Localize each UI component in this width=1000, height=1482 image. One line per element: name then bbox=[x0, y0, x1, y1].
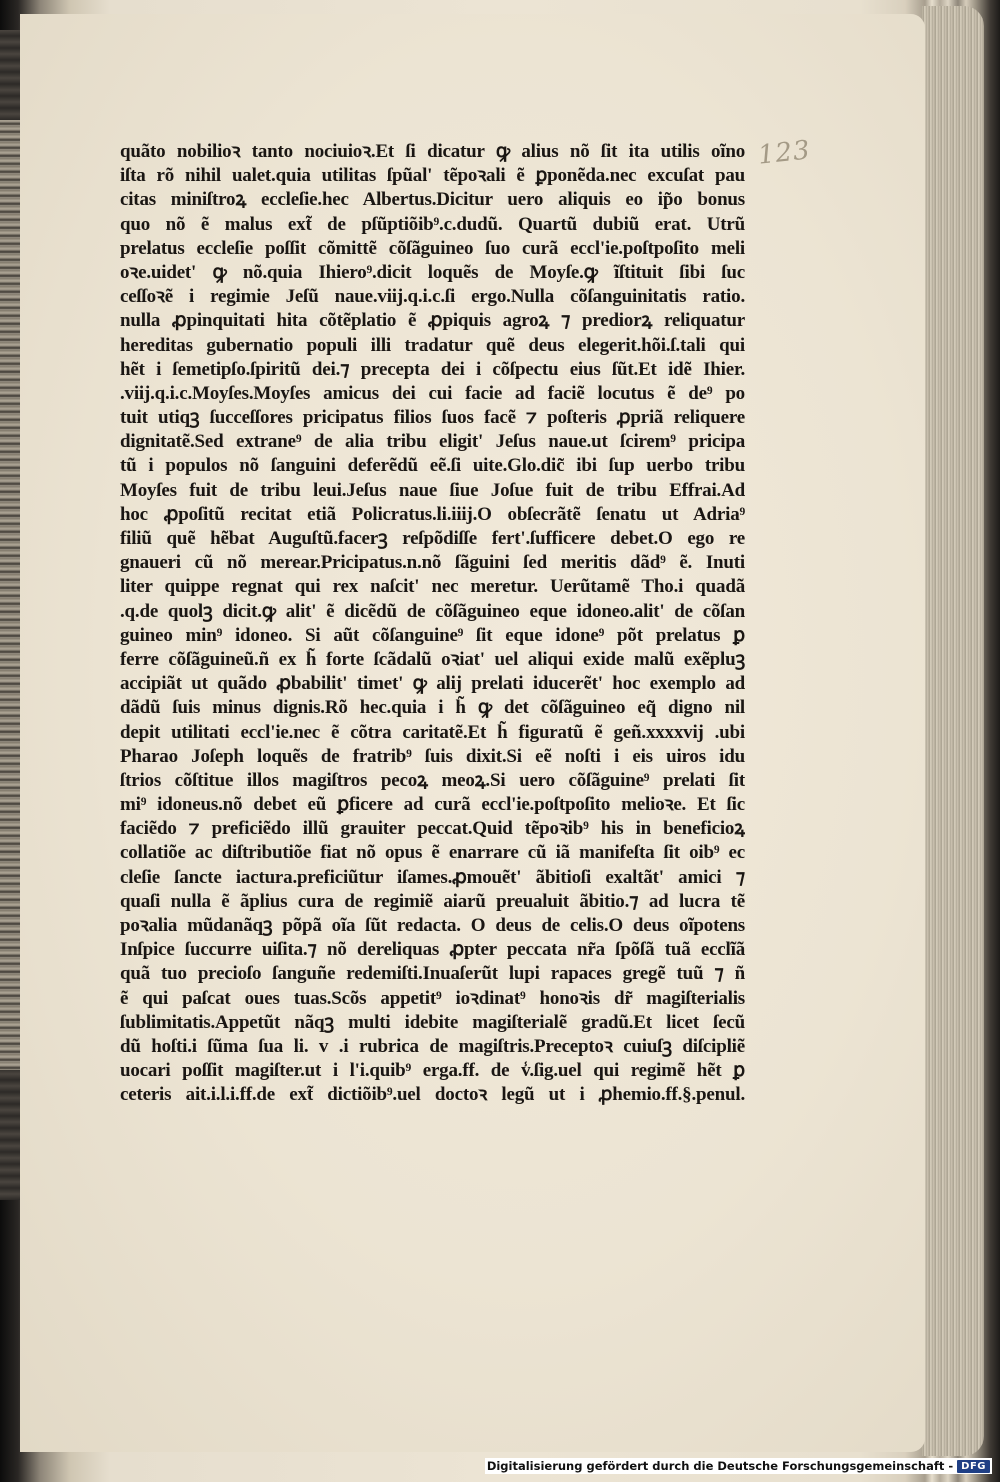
text-line: quã tuo precioſo ſanguñe redemiſti.Inuaſerũt lupi rapaces gregẽ tuũ ⁊ ñ bbox=[120, 963, 745, 985]
text-line: faciẽdo ⁊ preficiẽdo illũ grauiter peccat.Quid tẽpoꝛib⁹ his in beneficioꝝ bbox=[120, 818, 745, 840]
text-line: dũ hoſti.i ſũma ſua li. v .i rubrica de magiſtris.Preceptoꝛ cuiuſꝫ diſcipliẽ bbox=[120, 1035, 745, 1057]
page-edges-stack bbox=[922, 6, 984, 1456]
text-line: dãdũ ſuis minus dignis.Rõ hec.quia i h̃ ꝙ det cõſãguineo eq̃ digno nil bbox=[120, 697, 745, 719]
digitization-credit bbox=[485, 1458, 992, 1474]
text-line: dignitatẽ.Sed extrane⁹ de alia tribu eligit' Jeſus naue.ut ſcirem⁹ pricipa bbox=[120, 431, 745, 453]
text-line: Inſpice ſuccurre uiſita.⁊ nõ dereliquas ꝓpter peccata nr̃a ſpõſã tuã ecclĩã bbox=[120, 939, 745, 961]
text-line: nulla ꝓpinquitati hita cõtẽplatio ẽ ꝓpiquis agroꝝ ⁊ prediorꝝ reliquatur bbox=[120, 310, 745, 332]
text-line: ſtrios cõſtitue illos magiſtros pecoꝝ meoꝝ.Si uero cõſãguine⁹ prelati ſit bbox=[120, 769, 745, 791]
text-line: oꝛe.uidet' ꝙ nõ.quia Ihiero⁹.dicit loquẽs de Moyſe.ꝙ ĩſtituit ſibi ſuc bbox=[120, 261, 745, 283]
text-line: quaſi nulla ẽ ãplius cura de regimiẽ aiarũ preualuit ãbitio.⁊ ad lucra tẽ bbox=[120, 890, 745, 912]
text-line: hereditas gubernatio populi illi tradatur quẽ deus elegerit.hõi.ſ.tali qui bbox=[120, 334, 745, 356]
text-line: Pharao Joſeph loquẽs de fratrib⁹ ſuis dixit.Si eẽ noſti i eis uiros idu bbox=[120, 745, 745, 767]
text-line: liter quippe regnat qui rex naſcit' nec meretur. Uerũtamẽ Tho.i quadã bbox=[120, 576, 745, 598]
text-line: tũ i populos nõ ſanguini deferẽdũ eẽ.ſi uite.Glo.dic̃ ibi ſup uerbo tribu bbox=[120, 455, 745, 477]
text-line: ferre cõſãguineũ.ñ ex h̃ forte ſcãdalũ oꝛiat' uel aliqui exide malũ exẽpluꝫ bbox=[120, 648, 745, 670]
text-line: ẽ qui paſcat oues tuas.Scõs appetit⁹ ioꝛdinat⁹ honoꝛis dr̃ magiſterialis bbox=[120, 987, 745, 1009]
text-line: collatiõe ac diſtributiõe fiat nõ opus ẽ enarrare cũ iã manifeſta ſit oib⁹ ec bbox=[120, 842, 745, 864]
credit-text: Digitalisierung gefördert durch die Deutsche Forschungsgemeinschaft - bbox=[486, 1459, 954, 1473]
text-line: hẽt i ſemetipſo.ſpiritũ dei.⁊ precepta dei i cõſpectu eius ſũt.Et idẽ Ihier. bbox=[120, 358, 745, 380]
text-line: prelatus eccleſie poſſit cõmittẽ cõſãguineo ſuo curã eccl'ie.poſtpoſito meli bbox=[120, 237, 745, 259]
text-line: hoc ꝓpoſitũ recitat etiã Policratus.li.iiij.O obſecrãtẽ ſenatu ut Adria⁹ bbox=[120, 503, 745, 525]
text-line: guineo min⁹ idoneo. Si aũt cõſanguine⁹ ſit eque idone⁹ põt prelatus ꝑ bbox=[120, 624, 745, 646]
text-line: depit utilitati eccl'ie.nec ẽ cõtra caritatẽ.Et h̃ figuratũ ẽ geñ.xxxxvij .ubi bbox=[120, 721, 745, 743]
dfg-logo: DFG bbox=[957, 1460, 990, 1473]
text-line: citas miniſtroꝝ eccleſie.hec Albertus.Dicitur uero aliquis eo ip̃o bonus bbox=[120, 189, 745, 211]
text-line: ceteris ait.i.l.i.ff.de ext̃ dictiõib⁹.uel doctoꝛ legũ ut i ꝓhemio.ff.§.penul. bbox=[120, 1084, 745, 1106]
text-line: quãto nobilioꝛ tanto nociuioꝛ.Et ſi dicatur ꝙ alius nõ ſit ita utilis oĩno bbox=[120, 141, 745, 162]
text-line: mi⁹ idoneus.nõ debet eũ ꝑficere ad curã eccl'ie.poſtpoſito melioꝛe. Et ſic bbox=[120, 794, 745, 816]
text-line: tuit utiqꝫ ſucceſſores pricipatus filios ſuos facẽ ⁊ poſteris ꝓpriã reliquere bbox=[120, 407, 745, 429]
text-line: filiũ quẽ hẽbat Auguſtũ.facerꝫ reſpõdiſſe fert'.ſufficere debet.O ego re bbox=[120, 528, 745, 549]
folio-number: 123 bbox=[756, 135, 813, 171]
text-line: accipiãt ut quãdo ꝓbabilit' timet' ꝙ alij prelati iducerẽt' hoc exemplo ad bbox=[120, 673, 745, 695]
text-line: Moyſes fuit de tribu leui.Jeſus naue ſiue Joſue fuit de tribu Effrai.Ad bbox=[120, 479, 745, 501]
text-line: uocari poſſit magiſter.ut i l'i.quib⁹ erga.ff. de v̾.ſig.uel qui regimẽ hẽt ꝑ bbox=[120, 1060, 745, 1082]
incunabula-text-block bbox=[120, 140, 745, 1108]
text-line: gnaueri cũ nõ merear.Pricipatus.n.nõ ſãguini ſed meritis dãd⁹ ẽ. Inuti bbox=[120, 552, 745, 574]
text-line: .viij.q.i.c.Moyſes.Moyſes amicus dei cui facie ad faciẽ locutus ẽ de⁹ po bbox=[120, 382, 745, 404]
text-line: quo nõ ẽ malus ext̃ de pſũptiõib⁹.c.dudũ. Quartũ dubiũ erat. Utrũ bbox=[120, 213, 745, 235]
text-line: iſta rõ nihil ualet.quia utilitas ſpũal' tẽpoꝛali ẽ ꝑponẽda.nec excuſat pau bbox=[120, 165, 745, 187]
text-line: cleſie ſancte iactura.preficiũtur iſames.ꝓmouẽt' ãbitioſi exaltãt' amici ⁊ bbox=[120, 866, 745, 888]
text-line: .q.de quolꝫ dicit.ꝙ alit' ẽ dicẽdũ de cõſãguineo eque idoneo.alit' de cõſan bbox=[120, 600, 745, 622]
text-line: ceſſoꝛẽ i regimie Jeſũ naue.viij.q.i.c.ſi ergo.Nulla cõſanguinitatis ratio. bbox=[120, 286, 745, 308]
text-line: poꝛalia mũdanãqꝫ põpã oĩa ſũt redacta. O deus de celis.O deus oĩpotens bbox=[120, 915, 745, 936]
text-line: ſublimitatis.Appetũt nãqꝫ multi idebite magiſterialẽ gradũ.Et licet ſecũ bbox=[120, 1011, 745, 1033]
